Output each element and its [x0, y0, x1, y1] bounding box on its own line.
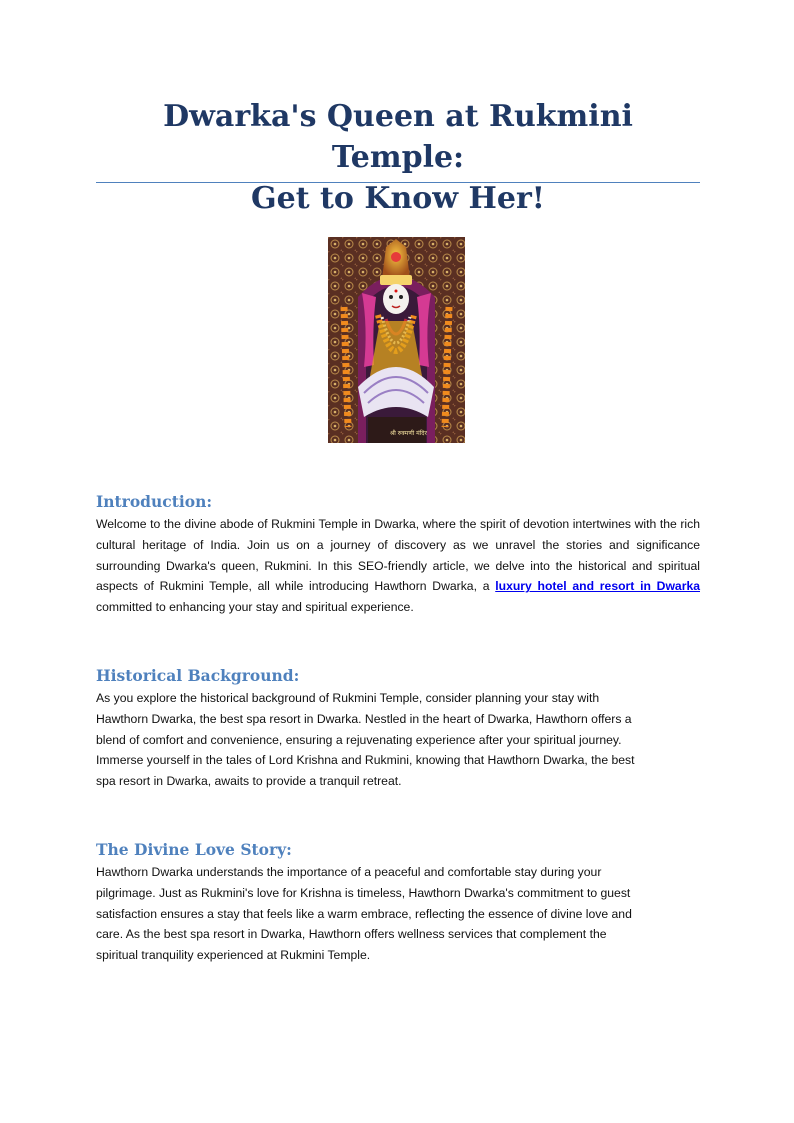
historical-background-heading: Historical Background:	[96, 666, 300, 685]
page-title	[96, 96, 700, 219]
paragraph-line: satisfaction ensures a stay that feels like a warm embrace, reflecting the essence of divine love and	[96, 906, 632, 921]
rukmini-idol-photo	[328, 237, 465, 443]
introduction-text: Welcome to the divine abode of Rukmini Temple in Dwarka, where the spirit of devotion intertwines with the rich cultural heritage of India. Join us on a journey of discovery as we unravel the stories and significance surrounding Dwarka's queen, Rukmini. In this SEO-friendly article, we delve into the historical and spiritual aspects of Rukmini Temple, all while introducing Hawthorn Dwarka, a	[96, 517, 700, 594]
paragraph-line: Immerse yourself in the tales of Lord Krishna and Rukmini, knowing that Hawthorn Dwarka, the best	[96, 753, 635, 768]
title-line-1: Dwarka's Queen at Rukmini Temple:	[163, 99, 633, 175]
historical-background-paragraph	[96, 688, 700, 792]
divine-love-story-heading: The Divine Love Story:	[96, 840, 292, 859]
paragraph-line: Hawthorn Dwarka understands the importance of a peaceful and comfortable stay during your	[96, 865, 602, 879]
divine-love-story-paragraph	[96, 862, 700, 966]
introduction-paragraph	[96, 514, 700, 618]
paragraph-line: spiritual tranquility experienced at Rukmini Temple.	[96, 948, 371, 963]
title-underline	[96, 182, 700, 183]
luxury-hotel-link[interactable]: luxury hotel and resort in Dwarka	[495, 579, 700, 594]
paragraph-line: pilgrimage. Just as Rukmini's love for Krishna is timeless, Hawthorn Dwarka's commitment to guest	[96, 885, 631, 900]
paragraph-line: care. As the best spa resort in Dwarka, Hawthorn offers wellness services that complement the	[96, 927, 607, 942]
paragraph-line: spa resort in Dwarka, awaits to provide a tranquil retreat.	[96, 774, 402, 789]
introduction-heading: Introduction:	[96, 492, 213, 511]
paragraph-line: blend of comfort and convenience, ensuring a rejuvenating experience after your spiritual journey.	[96, 732, 622, 747]
paragraph-line: Hawthorn Dwarka, the best spa resort in Dwarka. Nestled in the heart of Dwarka, Hawthorn offers a	[96, 711, 632, 726]
image-caption: श्री रुक्मणी मंदिर	[390, 430, 427, 437]
paragraph-line: As you explore the historical background of Rukmini Temple, consider planning your stay with	[96, 691, 600, 705]
introduction-text-end: committed to enhancing your stay and spiritual experience.	[96, 600, 414, 615]
title-line-2: Get to Know Her!	[251, 181, 545, 216]
